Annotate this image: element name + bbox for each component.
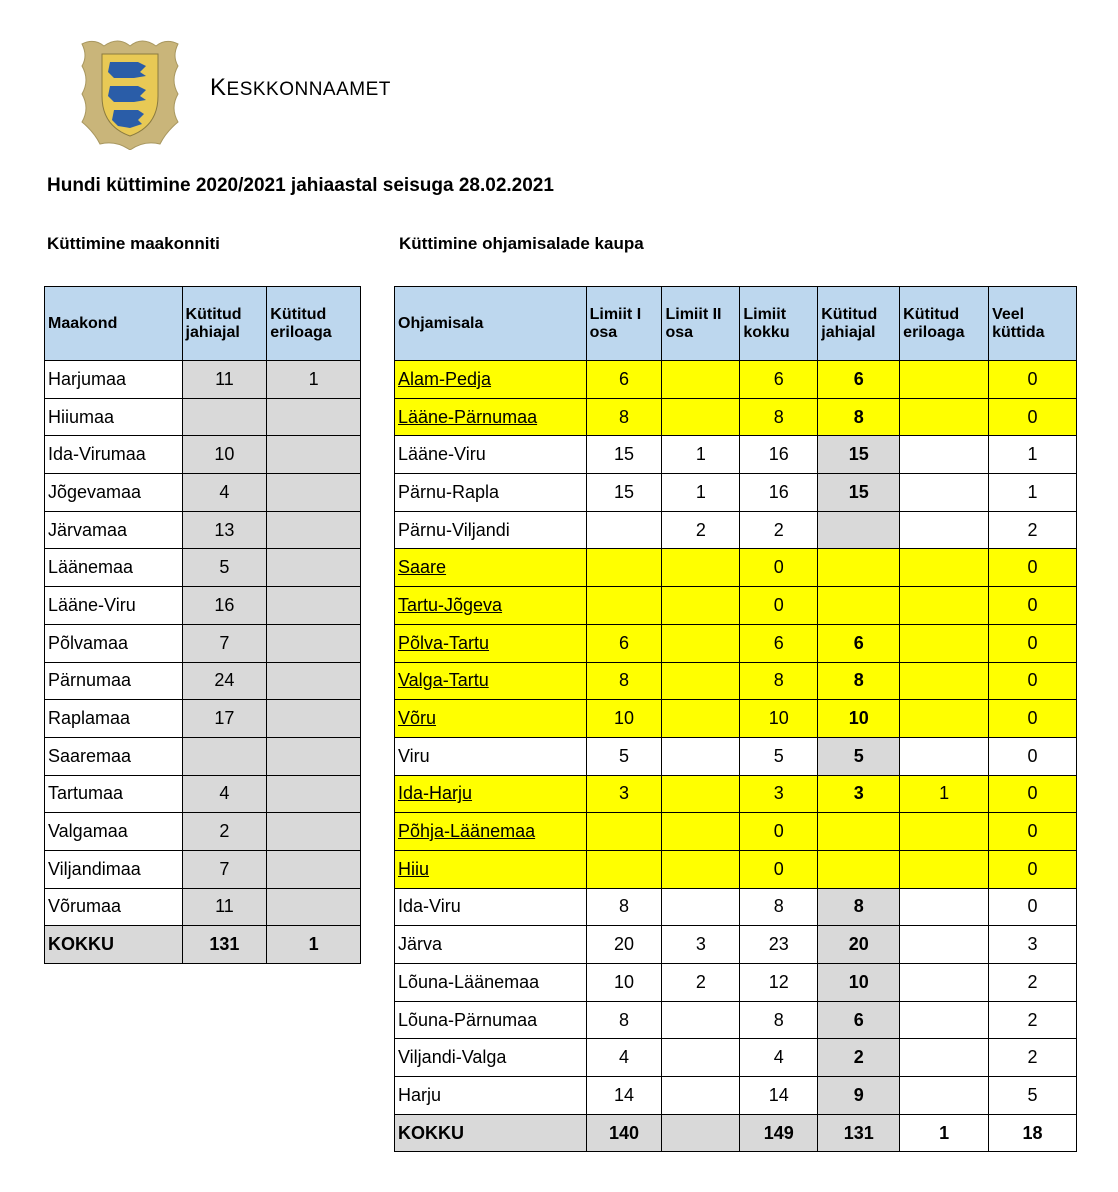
column-header: Kütitud jahiajal xyxy=(182,287,267,361)
value-cell: 6 xyxy=(818,1001,900,1039)
value-cell xyxy=(900,964,989,1002)
table-row xyxy=(45,662,361,700)
value-cell xyxy=(900,398,989,436)
column-header: Maakond xyxy=(45,287,183,361)
value-cell: 12 xyxy=(740,964,818,1002)
table-row xyxy=(45,700,361,738)
value-cell: 1 xyxy=(989,474,1077,512)
value-cell: 0 xyxy=(989,737,1077,775)
value-cell xyxy=(900,511,989,549)
management-area-table xyxy=(394,286,1077,1152)
value-cell xyxy=(900,1039,989,1077)
table-row xyxy=(395,737,1077,775)
column-header: Veel küttida xyxy=(989,287,1077,361)
value-cell: 3 xyxy=(818,775,900,813)
value-cell xyxy=(900,813,989,851)
area-name xyxy=(395,1077,587,1115)
area-name xyxy=(395,624,587,662)
value-cell: 1 xyxy=(900,775,989,813)
total-label: KOKKU xyxy=(45,926,183,964)
table-row xyxy=(395,587,1077,625)
value-cell: 9 xyxy=(818,1077,900,1115)
area-name-text: Lõuna-Pärnumaa xyxy=(398,1009,538,1030)
area-name xyxy=(395,1001,587,1039)
table-row xyxy=(395,436,1077,474)
value-cell xyxy=(900,737,989,775)
total-cell: 131 xyxy=(182,926,267,964)
table-row xyxy=(45,850,361,888)
value-cell: 0 xyxy=(989,398,1077,436)
value-cell: 10 xyxy=(740,700,818,738)
value-cell: 15 xyxy=(818,474,900,512)
value-cell: 0 xyxy=(989,700,1077,738)
county-name: Lääne-Viru xyxy=(45,587,183,625)
area-name-text: Valga-Tartu xyxy=(398,670,489,691)
area-name-text: Ida-Viru xyxy=(398,896,461,917)
value-cell xyxy=(662,398,740,436)
value-cell: 2 xyxy=(989,964,1077,1002)
value-cell: 8 xyxy=(586,888,662,926)
value-cell: 8 xyxy=(586,398,662,436)
total-cell: 149 xyxy=(740,1114,818,1152)
total-row xyxy=(395,1114,1077,1152)
value-cell: 4 xyxy=(740,1039,818,1077)
value-cell: 3 xyxy=(586,775,662,813)
area-name-text: Viljandi-Valga xyxy=(398,1047,507,1068)
county-name: Harjumaa xyxy=(45,361,183,399)
table-row xyxy=(395,1039,1077,1077)
value-cell: 6 xyxy=(740,624,818,662)
value-cell: 0 xyxy=(740,549,818,587)
county-name: Saaremaa xyxy=(45,737,183,775)
value-cell: 0 xyxy=(989,549,1077,587)
value-cell: 17 xyxy=(182,700,267,738)
total-row xyxy=(45,926,361,964)
table-row xyxy=(395,662,1077,700)
value-cell: 2 xyxy=(989,1039,1077,1077)
value-cell: 8 xyxy=(740,398,818,436)
table-row xyxy=(45,398,361,436)
organization-name: KESKKONNAAMET xyxy=(210,74,391,101)
area-name-text: Lääne-Viru xyxy=(398,444,486,465)
county-table xyxy=(44,286,361,964)
value-cell: 10 xyxy=(586,700,662,738)
value-cell: 20 xyxy=(818,926,900,964)
value-cell: 8 xyxy=(818,662,900,700)
table-row xyxy=(45,511,361,549)
value-cell: 1 xyxy=(662,474,740,512)
value-cell: 14 xyxy=(586,1077,662,1115)
value-cell: 2 xyxy=(989,1001,1077,1039)
table-row xyxy=(395,850,1077,888)
value-cell: 24 xyxy=(182,662,267,700)
value-cell: 7 xyxy=(182,624,267,662)
value-cell xyxy=(267,662,361,700)
value-cell: 5 xyxy=(818,737,900,775)
area-name-text: Viru xyxy=(398,745,430,766)
value-cell: 2 xyxy=(818,1039,900,1077)
area-name-text: Lääne-Pärnumaa xyxy=(398,406,538,427)
value-cell xyxy=(900,1001,989,1039)
area-name xyxy=(395,662,587,700)
table-row xyxy=(395,964,1077,1002)
value-cell xyxy=(267,511,361,549)
table-row xyxy=(45,813,361,851)
county-name: Hiiumaa xyxy=(45,398,183,436)
value-cell xyxy=(267,624,361,662)
table-row xyxy=(395,1001,1077,1039)
total-cell: 1 xyxy=(900,1114,989,1152)
table-row xyxy=(45,587,361,625)
county-name: Raplamaa xyxy=(45,700,183,738)
value-cell: 6 xyxy=(740,361,818,399)
county-name: Jõgevamaa xyxy=(45,474,183,512)
table-row xyxy=(395,1077,1077,1115)
area-name xyxy=(395,549,587,587)
value-cell xyxy=(900,361,989,399)
value-cell xyxy=(662,1077,740,1115)
value-cell xyxy=(818,813,900,851)
value-cell xyxy=(900,700,989,738)
area-name xyxy=(395,511,587,549)
value-cell: 6 xyxy=(818,361,900,399)
value-cell xyxy=(662,850,740,888)
area-name xyxy=(395,813,587,851)
value-cell: 10 xyxy=(182,436,267,474)
county-name: Läänemaa xyxy=(45,549,183,587)
value-cell xyxy=(662,700,740,738)
value-cell: 15 xyxy=(586,474,662,512)
value-cell xyxy=(900,850,989,888)
area-name-text: Ida-Harju xyxy=(398,783,473,804)
value-cell: 8 xyxy=(740,1001,818,1039)
value-cell: 6 xyxy=(818,624,900,662)
value-cell: 16 xyxy=(182,587,267,625)
left-table-heading: Küttimine maakonniti xyxy=(47,234,220,253)
value-cell: 3 xyxy=(740,775,818,813)
value-cell: 6 xyxy=(586,624,662,662)
value-cell: 11 xyxy=(182,888,267,926)
value-cell: 15 xyxy=(586,436,662,474)
page-title: Hundi küttimine 2020/2021 jahiaastal seisuga 28.02.2021 xyxy=(47,175,554,196)
value-cell: 8 xyxy=(740,888,818,926)
area-name xyxy=(395,964,587,1002)
coat-of-arms-logo xyxy=(74,36,186,150)
value-cell xyxy=(586,813,662,851)
value-cell: 4 xyxy=(182,474,267,512)
value-cell: 8 xyxy=(818,888,900,926)
value-cell: 8 xyxy=(586,662,662,700)
table-row xyxy=(45,474,361,512)
total-cell: 140 xyxy=(586,1114,662,1152)
area-name-text: Hiiu xyxy=(398,858,430,879)
value-cell xyxy=(662,624,740,662)
column-header: Kütitud eriloaga xyxy=(900,287,989,361)
area-name-text: Tartu-Jõgeva xyxy=(398,594,503,615)
value-cell: 14 xyxy=(740,1077,818,1115)
value-cell: 10 xyxy=(818,700,900,738)
value-cell: 1 xyxy=(989,436,1077,474)
county-name: Järvamaa xyxy=(45,511,183,549)
value-cell: 13 xyxy=(182,511,267,549)
value-cell xyxy=(267,888,361,926)
table-row xyxy=(395,624,1077,662)
value-cell xyxy=(267,549,361,587)
value-cell: 0 xyxy=(989,850,1077,888)
value-cell xyxy=(182,737,267,775)
value-cell: 5 xyxy=(182,549,267,587)
value-cell: 11 xyxy=(182,361,267,399)
county-name: Ida-Virumaa xyxy=(45,436,183,474)
table-row xyxy=(45,888,361,926)
value-cell: 2 xyxy=(662,511,740,549)
value-cell: 16 xyxy=(740,436,818,474)
area-name xyxy=(395,1039,587,1077)
total-label: KOKKU xyxy=(395,1114,587,1152)
value-cell: 2 xyxy=(740,511,818,549)
value-cell: 0 xyxy=(989,775,1077,813)
value-cell xyxy=(662,549,740,587)
value-cell: 6 xyxy=(586,361,662,399)
area-name-text: Alam-Pedja xyxy=(398,368,492,389)
value-cell xyxy=(818,587,900,625)
value-cell: 2 xyxy=(182,813,267,851)
value-cell: 5 xyxy=(586,737,662,775)
value-cell: 1 xyxy=(662,436,740,474)
area-name xyxy=(395,474,587,512)
table-row xyxy=(395,549,1077,587)
value-cell: 8 xyxy=(740,662,818,700)
table-row xyxy=(45,775,361,813)
table-row xyxy=(395,926,1077,964)
value-cell xyxy=(267,813,361,851)
area-name-text: Põhja-Läänemaa xyxy=(398,821,536,842)
county-name: Tartumaa xyxy=(45,775,183,813)
area-name xyxy=(395,850,587,888)
value-cell: 0 xyxy=(989,361,1077,399)
table-row xyxy=(45,436,361,474)
area-name xyxy=(395,888,587,926)
value-cell xyxy=(267,737,361,775)
value-cell: 0 xyxy=(989,587,1077,625)
column-header: Ohjamisala xyxy=(395,287,587,361)
value-cell: 8 xyxy=(586,1001,662,1039)
value-cell xyxy=(586,511,662,549)
value-cell xyxy=(662,1001,740,1039)
value-cell: 0 xyxy=(989,624,1077,662)
value-cell xyxy=(267,398,361,436)
value-cell xyxy=(662,888,740,926)
value-cell: 15 xyxy=(818,436,900,474)
value-cell xyxy=(662,813,740,851)
value-cell xyxy=(818,549,900,587)
value-cell xyxy=(662,1039,740,1077)
table-row xyxy=(395,361,1077,399)
table-row xyxy=(395,398,1077,436)
value-cell xyxy=(818,850,900,888)
area-name-text: Võru xyxy=(398,708,437,729)
area-name xyxy=(395,587,587,625)
area-name xyxy=(395,775,587,813)
value-cell: 0 xyxy=(989,813,1077,851)
total-cell xyxy=(662,1114,740,1152)
table-row xyxy=(395,813,1077,851)
total-cell: 1 xyxy=(267,926,361,964)
value-cell: 2 xyxy=(662,964,740,1002)
total-cell: 131 xyxy=(818,1114,900,1152)
value-cell xyxy=(900,624,989,662)
column-header: Kütitud jahiajal xyxy=(818,287,900,361)
value-cell xyxy=(267,436,361,474)
value-cell xyxy=(586,850,662,888)
value-cell xyxy=(662,587,740,625)
value-cell xyxy=(267,474,361,512)
value-cell: 0 xyxy=(740,813,818,851)
table-row xyxy=(395,474,1077,512)
value-cell xyxy=(586,549,662,587)
value-cell xyxy=(900,662,989,700)
area-name-text: Järva xyxy=(398,934,443,955)
county-name: Pärnumaa xyxy=(45,662,183,700)
column-header: Limiit II osa xyxy=(662,287,740,361)
table-row xyxy=(45,737,361,775)
value-cell xyxy=(900,587,989,625)
area-name-text: Põlva-Tartu xyxy=(398,632,490,653)
table-row xyxy=(45,624,361,662)
area-name-text: Harju xyxy=(398,1084,442,1105)
area-name xyxy=(395,737,587,775)
area-name xyxy=(395,436,587,474)
area-name-text: Lõuna-Läänemaa xyxy=(398,971,540,992)
county-name: Viljandimaa xyxy=(45,850,183,888)
value-cell xyxy=(900,888,989,926)
table-row xyxy=(45,549,361,587)
value-cell: 0 xyxy=(740,850,818,888)
value-cell: 8 xyxy=(818,398,900,436)
value-cell: 23 xyxy=(740,926,818,964)
column-header: Kütitud eriloaga xyxy=(267,287,361,361)
table-row xyxy=(395,888,1077,926)
area-name-text: Pärnu-Viljandi xyxy=(398,519,510,540)
table-row xyxy=(395,775,1077,813)
value-cell: 4 xyxy=(586,1039,662,1077)
value-cell: 4 xyxy=(182,775,267,813)
area-name xyxy=(395,398,587,436)
column-header: Limiit kokku xyxy=(740,287,818,361)
county-name: Põlvamaa xyxy=(45,624,183,662)
value-cell xyxy=(267,775,361,813)
value-cell: 0 xyxy=(989,888,1077,926)
value-cell xyxy=(267,587,361,625)
value-cell xyxy=(662,775,740,813)
value-cell: 3 xyxy=(662,926,740,964)
value-cell xyxy=(900,474,989,512)
value-cell xyxy=(182,398,267,436)
value-cell: 20 xyxy=(586,926,662,964)
value-cell xyxy=(662,662,740,700)
value-cell xyxy=(900,926,989,964)
value-cell: 5 xyxy=(989,1077,1077,1115)
right-table-heading: Küttimine ohjamisalade kaupa xyxy=(399,234,644,253)
value-cell: 0 xyxy=(989,662,1077,700)
value-cell xyxy=(267,850,361,888)
value-cell: 10 xyxy=(586,964,662,1002)
value-cell xyxy=(662,737,740,775)
value-cell xyxy=(818,511,900,549)
area-name-text: Pärnu-Rapla xyxy=(398,481,500,502)
column-header: Limiit I osa xyxy=(586,287,662,361)
area-name xyxy=(395,700,587,738)
value-cell: 1 xyxy=(267,361,361,399)
county-name: Võrumaa xyxy=(45,888,183,926)
value-cell: 5 xyxy=(740,737,818,775)
table-row xyxy=(45,361,361,399)
table-row xyxy=(395,700,1077,738)
value-cell xyxy=(900,549,989,587)
total-cell: 18 xyxy=(989,1114,1077,1152)
value-cell: 2 xyxy=(989,511,1077,549)
value-cell xyxy=(662,361,740,399)
county-name: Valgamaa xyxy=(45,813,183,851)
value-cell: 7 xyxy=(182,850,267,888)
area-name-text: Saare xyxy=(398,557,447,578)
value-cell xyxy=(900,1077,989,1115)
value-cell xyxy=(586,587,662,625)
value-cell xyxy=(267,700,361,738)
table-row xyxy=(395,511,1077,549)
area-name xyxy=(395,926,587,964)
value-cell: 0 xyxy=(740,587,818,625)
value-cell: 3 xyxy=(989,926,1077,964)
value-cell: 16 xyxy=(740,474,818,512)
area-name xyxy=(395,361,587,399)
value-cell: 10 xyxy=(818,964,900,1002)
value-cell xyxy=(900,436,989,474)
